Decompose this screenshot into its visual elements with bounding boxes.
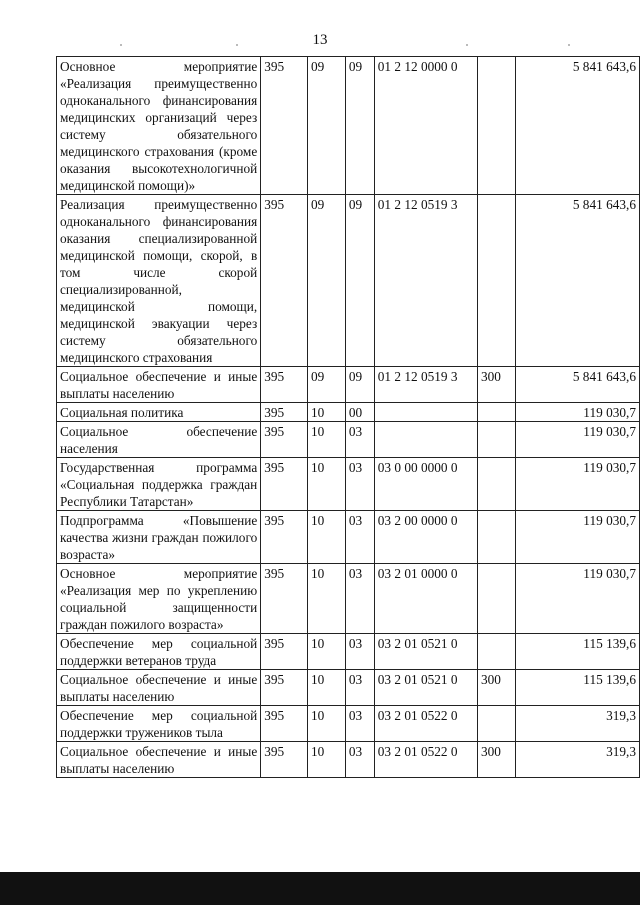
ministry-code: 395 [261,706,308,742]
expense-type: 300 [478,670,516,706]
section-code: 09 [308,195,346,367]
row-name: Обеспечение мер социальной поддержки ветеранов труда [57,634,261,670]
row-name: Основное мероприятие «Реализация мер по укреплению социальной защищенности граждан пожилого возраста» [57,564,261,634]
row-name: Реализация преимущественно одноканального финансирования оказания специализированной медицинской помощи, скорой, в том числе скорой специализированной, медицинской помощи, медицинской эвакуации через систему обязательного медицинского страхования [57,195,261,367]
expense-type: 300 [478,742,516,778]
table-row [57,195,640,367]
table-row [57,670,640,706]
ministry-code: 395 [261,195,308,367]
table-row [57,742,640,778]
page-number: 13 [312,32,328,48]
row-name: Обеспечение мер социальной поддержки тружеников тыла [57,706,261,742]
expense-type [478,403,516,422]
target-code [374,403,477,422]
row-name: Социальное обеспечение и иные выплаты населению [57,670,261,706]
row-name: Подпрограмма «Повышение качества жизни граждан пожилого возраста» [57,511,261,564]
amount: 119 030,7 [515,403,639,422]
subsection-code: 03 [345,564,374,634]
table-row [57,403,640,422]
table-row [57,634,640,670]
row-name: Социальное обеспечение населения [57,422,261,458]
row-name: Социальная политика [57,403,261,422]
amount: 115 139,6 [515,670,639,706]
amount: 115 139,6 [515,634,639,670]
scan-bottom-edge [0,872,640,905]
target-code: 03 2 01 0000 0 [374,564,477,634]
target-code: 01 2 12 0519 3 [374,195,477,367]
table-row [57,458,640,511]
section-code: 10 [308,634,346,670]
scan-speck [568,44,570,46]
section-code: 09 [308,57,346,195]
expense-type [478,57,516,195]
expense-type [478,564,516,634]
ministry-code: 395 [261,422,308,458]
section-code: 10 [308,422,346,458]
section-code: 10 [308,511,346,564]
budget-table [56,56,640,778]
amount: 5 841 643,6 [515,367,639,403]
section-code: 09 [308,367,346,403]
ministry-code: 395 [261,742,308,778]
row-name: Основное мероприятие «Реализация преимущественно одноканального финансирования медицинских организаций через систему обязательного медицинского страхования (кроме оказания высокотехнологичной медицинской помощи)» [57,57,261,195]
table-row [57,706,640,742]
subsection-code: 03 [345,706,374,742]
row-name: Социальное обеспечение и иные выплаты населению [57,367,261,403]
ministry-code: 395 [261,634,308,670]
amount: 5 841 643,6 [515,195,639,367]
amount: 5 841 643,6 [515,57,639,195]
section-code: 10 [308,458,346,511]
subsection-code: 03 [345,511,374,564]
table-row [57,367,640,403]
section-code: 10 [308,564,346,634]
target-code: 03 2 01 0521 0 [374,634,477,670]
target-code: 03 0 00 0000 0 [374,458,477,511]
subsection-code: 03 [345,458,374,511]
scan-speck [120,44,122,46]
target-code: 03 2 01 0522 0 [374,706,477,742]
subsection-code: 09 [345,367,374,403]
expense-type [478,634,516,670]
expense-type [478,458,516,511]
amount: 119 030,7 [515,511,639,564]
subsection-code: 03 [345,634,374,670]
amount: 119 030,7 [515,422,639,458]
ministry-code: 395 [261,57,308,195]
target-code: 01 2 12 0519 3 [374,367,477,403]
row-name: Государственная программа «Социальная поддержка граждан Республики Татарстан» [57,458,261,511]
table-row [57,564,640,634]
subsection-code: 03 [345,422,374,458]
ministry-code: 395 [261,511,308,564]
target-code: 03 2 01 0521 0 [374,670,477,706]
scan-speck [466,44,468,46]
expense-type [478,706,516,742]
row-name: Социальное обеспечение и иные выплаты населению [57,742,261,778]
expense-type [478,511,516,564]
ministry-code: 395 [261,458,308,511]
table-row [57,422,640,458]
amount: 319,3 [515,706,639,742]
expense-type [478,195,516,367]
section-code: 10 [308,670,346,706]
subsection-code: 09 [345,57,374,195]
section-code: 10 [308,742,346,778]
subsection-code: 09 [345,195,374,367]
expense-type: 300 [478,367,516,403]
subsection-code: 00 [345,403,374,422]
ministry-code: 395 [261,670,308,706]
ministry-code: 395 [261,367,308,403]
amount: 119 030,7 [515,564,639,634]
amount: 319,3 [515,742,639,778]
target-code: 03 2 01 0522 0 [374,742,477,778]
subsection-code: 03 [345,742,374,778]
target-code: 03 2 00 0000 0 [374,511,477,564]
target-code: 01 2 12 0000 0 [374,57,477,195]
section-code: 10 [308,403,346,422]
target-code [374,422,477,458]
table-row [57,511,640,564]
amount: 119 030,7 [515,458,639,511]
table-row [57,57,640,195]
subsection-code: 03 [345,670,374,706]
section-code: 10 [308,706,346,742]
ministry-code: 395 [261,564,308,634]
scan-speck [236,44,238,46]
ministry-code: 395 [261,403,308,422]
expense-type [478,422,516,458]
